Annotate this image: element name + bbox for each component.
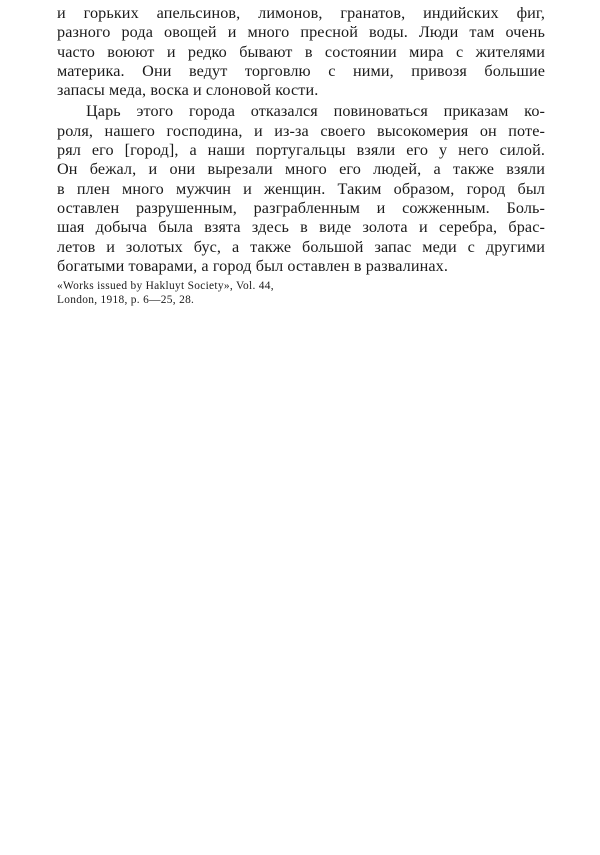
document-page bbox=[57, 4, 545, 307]
text-line: в плен много мужчин и женщин. Таким образом, город был bbox=[57, 179, 545, 198]
text-line: и горьких апельсинов, лимонов, гранатов, индийских фиг, bbox=[57, 4, 545, 22]
text-line: запасы меда, воска и слоновой кости. bbox=[57, 81, 319, 100]
paragraph-2 bbox=[57, 102, 545, 276]
citation-line: London, 1918, p. 6—25, 28. bbox=[57, 294, 195, 307]
text-line: часто воюют и редко бывают в состоянии мира с жителями bbox=[57, 42, 545, 61]
text-line: роля, нашего господина, и из-за своего высокомерия он поте- bbox=[57, 121, 545, 140]
source-citation bbox=[57, 279, 545, 307]
text-line: шая добыча была взята здесь в виде золота и серебра, брас- bbox=[57, 218, 545, 237]
text-line: богатыми товарами, а город был оставлен в развалинах. bbox=[57, 256, 448, 275]
text-line: летов и золотых бус, а также большой запас меди с другими bbox=[57, 237, 545, 256]
paragraph-1 bbox=[57, 4, 545, 100]
citation-line: «Works issued by Hakluyt Society», Vol. 44, bbox=[57, 280, 274, 293]
text-line: разного рода овощей и много пресной воды. Люди там очень bbox=[57, 23, 545, 42]
text-line: оставлен разрушенным, разграбленным и сожженным. Боль- bbox=[57, 198, 545, 217]
text-line: материка. Они ведут торговлю с ними, привозя большие bbox=[57, 61, 545, 80]
text-line: рял его [город], а наши португальцы взяли его у него силой. bbox=[57, 141, 545, 160]
text-line: Царь этого города отказался повиноваться приказам ко- bbox=[86, 102, 545, 121]
text-line: Он бежал, и они вырезали много его людей, а также взяли bbox=[57, 160, 545, 179]
